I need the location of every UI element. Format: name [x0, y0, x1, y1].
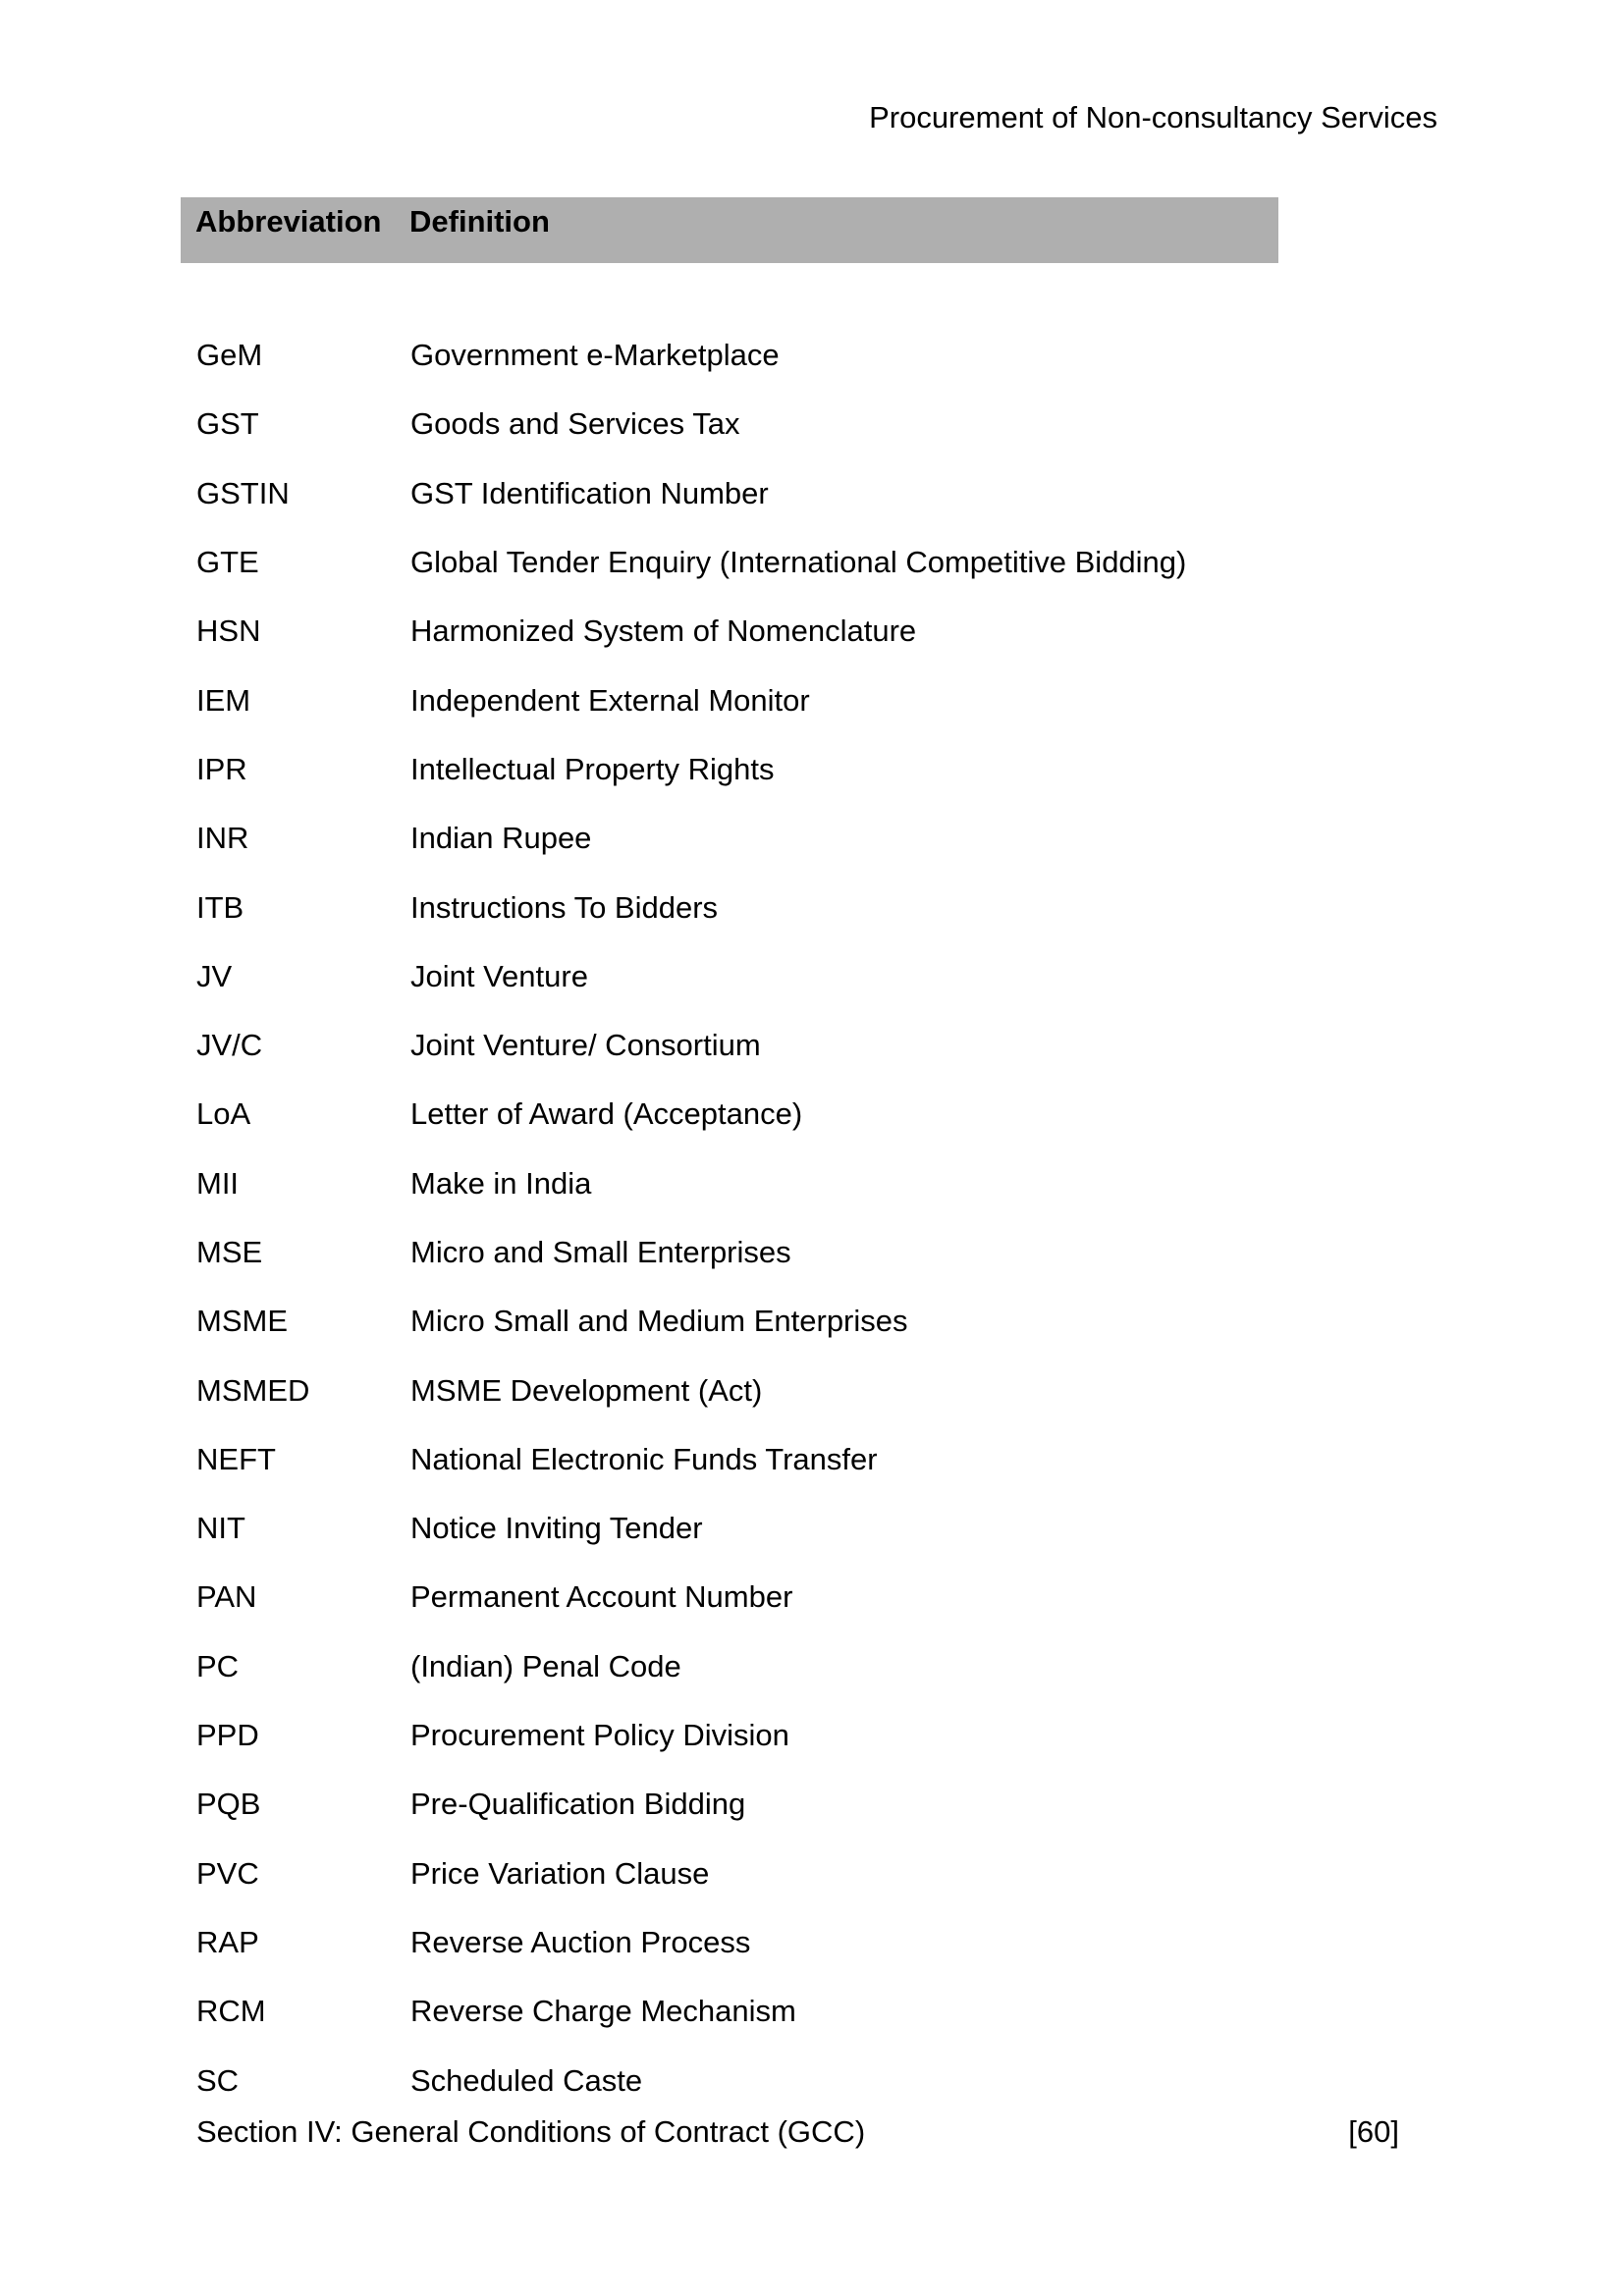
abbreviation-cell: MSMED — [196, 1372, 310, 1408]
table-row — [196, 804, 1434, 873]
abbreviation-cell: RCM — [196, 1994, 266, 2029]
definition-cell: GST Identification Number — [410, 475, 769, 510]
definition-cell: National Electronic Funds Transfer — [410, 1441, 878, 1476]
abbreviation-cell: PPD — [196, 1718, 259, 1753]
table-row — [196, 1149, 1434, 1218]
definition-cell: Harmonized System of Nomenclature — [410, 614, 917, 649]
definition-cell: Pre-Qualification Bidding — [410, 1787, 746, 1822]
table-row — [196, 459, 1434, 528]
definition-cell: Joint Venture — [410, 958, 588, 993]
definition-cell: Indian Rupee — [410, 821, 592, 856]
abbreviation-cell: IPR — [196, 751, 247, 786]
abbreviation-cell: MII — [196, 1165, 240, 1201]
abbreviation-cell: GeM — [196, 338, 263, 373]
abbreviation-cell: JV/C — [196, 1028, 263, 1063]
definition-cell: (Indian) Penal Code — [410, 1648, 681, 1683]
abbreviation-cell: JV — [196, 958, 233, 993]
table-row — [196, 1011, 1434, 1080]
table-row — [196, 1908, 1434, 1977]
table-row — [196, 1425, 1434, 1494]
definition-cell: Procurement Policy Division — [410, 1718, 789, 1753]
definition-cell: Intellectual Property Rights — [410, 751, 775, 786]
abbreviation-cell: MSE — [196, 1235, 263, 1269]
definition-cell: Independent External Monitor — [410, 682, 810, 718]
abbreviation-cell: GST — [196, 406, 259, 442]
table-row — [196, 1563, 1434, 1631]
table-row — [196, 390, 1434, 458]
table-row — [196, 1218, 1434, 1287]
definition-cell: Notice Inviting Tender — [410, 1511, 703, 1546]
table-row — [196, 597, 1434, 666]
table-row — [196, 1770, 1434, 1839]
abbreviation-cell: SC — [196, 2062, 240, 2098]
definition-cell: Permanent Account Number — [410, 1579, 793, 1615]
table-row — [196, 1701, 1434, 1770]
abbreviation-cell: PVC — [196, 1855, 259, 1891]
definition-cell: Reverse Charge Mechanism — [410, 1994, 796, 2029]
footer-section-label: Section IV: General Conditions of Contract (GCC) — [196, 2114, 866, 2149]
table-row — [196, 1840, 1434, 1908]
abbreviation-cell: GTE — [196, 545, 259, 580]
abbreviation-cell: RAP — [196, 1924, 259, 1959]
table-row — [196, 873, 1434, 941]
abbreviation-cell: LoA — [196, 1096, 251, 1132]
definition-cell: Make in India — [410, 1165, 592, 1201]
table-row — [196, 942, 1434, 1011]
definition-cell: Letter of Award (Acceptance) — [410, 1096, 803, 1132]
table-row — [196, 1977, 1434, 2046]
definition-cell: MSME Development (Act) — [410, 1372, 763, 1408]
abbreviation-cell: NEFT — [196, 1441, 276, 1476]
table-row — [196, 321, 1434, 390]
abbreviation-cell: PAN — [196, 1579, 257, 1615]
definition-cell: Micro Small and Medium Enterprises — [410, 1304, 908, 1339]
abbreviation-cell: INR — [196, 821, 249, 856]
column-header-abbreviation: Abbreviation — [195, 204, 382, 239]
table-row — [196, 1080, 1434, 1148]
table-row — [196, 735, 1434, 804]
table-row — [196, 1494, 1434, 1563]
abbreviation-cell: MSME — [196, 1304, 288, 1339]
abbreviation-cell: PC — [196, 1648, 240, 1683]
table-header-bar — [181, 197, 1278, 263]
abbreviation-cell: GSTIN — [196, 475, 290, 510]
abbreviation-table-body — [196, 321, 1434, 2115]
page-footer — [196, 2112, 1399, 2152]
column-header-definition: Definition — [409, 204, 550, 239]
table-row — [196, 528, 1434, 597]
definition-cell: Micro and Small Enterprises — [410, 1235, 791, 1269]
abbreviation-cell: IEM — [196, 682, 251, 718]
table-row — [196, 1287, 1434, 1356]
definition-cell: Reverse Auction Process — [410, 1924, 751, 1959]
footer-page-number: [60] — [1348, 2114, 1399, 2149]
definition-cell: Global Tender Enquiry (International Competitive Bidding) — [410, 545, 1187, 580]
abbreviation-cell: ITB — [196, 889, 244, 925]
table-row — [196, 666, 1434, 734]
definition-cell: Price Variation Clause — [410, 1855, 710, 1891]
page-header-title: Procurement of Non-consultancy Services — [869, 100, 1437, 134]
definition-cell: Scheduled Caste — [410, 2062, 643, 2098]
table-row — [196, 2046, 1434, 2114]
definition-cell: Government e-Marketplace — [410, 338, 780, 373]
abbreviation-cell: HSN — [196, 614, 261, 649]
definition-cell: Instructions To Bidders — [410, 889, 719, 925]
table-row — [196, 1356, 1434, 1424]
abbreviation-cell: NIT — [196, 1511, 245, 1546]
table-row — [196, 1632, 1434, 1701]
definition-cell: Joint Venture/ Consortium — [410, 1028, 761, 1063]
abbreviation-cell: PQB — [196, 1787, 261, 1822]
definition-cell: Goods and Services Tax — [410, 406, 740, 442]
